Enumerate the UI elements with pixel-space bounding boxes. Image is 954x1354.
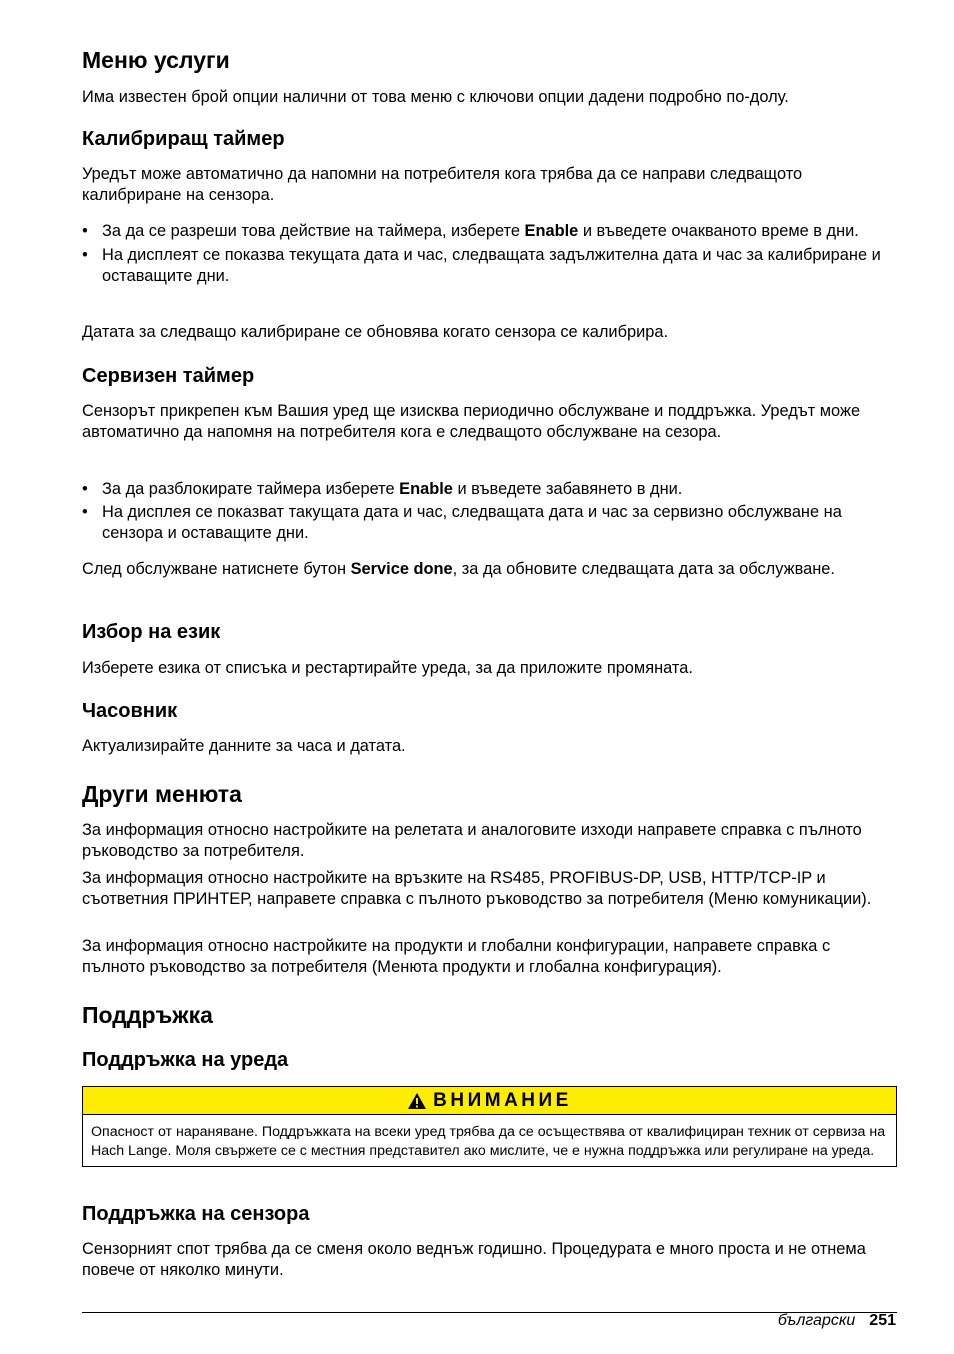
service-timer-list — [82, 479, 897, 544]
calibration-timer-text: Уредът може автоматично да напомни на потребителя кога трябва да се направи следващото калибриране на сензора. — [82, 165, 803, 204]
service-menu-intro: Има известен брой опции налични от това меню с ключови опции дадени подробно по-долу. — [82, 88, 789, 106]
list-item: • На дисплеят се показва текущата дата и час, следващата задължителна дата и час за калибриране и оставащите дни. — [82, 245, 897, 287]
language-text: Изберете езика от списъка и рестартирайте уреда, за да приложите промяната. — [82, 659, 693, 677]
list-item: • За да се разреши това действие на таймера, изберете Enable и въведете очакваното време в дни. — [82, 221, 897, 242]
heading-service-timer: Сервизен таймер — [82, 365, 255, 387]
heading-clock: Часовник — [82, 700, 178, 722]
service-timer-text: Сензорът прикрепен към Вашия уред ще изисква периодично обслужване и поддръжка. Уредът може автоматично да напомня на потребителя кога е следващото обслужване на сезора. — [82, 402, 861, 441]
other-menus-text-1: За информация относно настройките на релетата и аналоговите изходи направете справка с пълното ръководство за потребителя. — [82, 821, 862, 860]
warning-box — [82, 1086, 897, 1167]
warning-triangle-icon — [407, 1092, 427, 1110]
other-menus-text-3: За информация относно настройките на продукти и глобални конфигурации, направете справка с пълното ръководство за потребителя (Менюта продукти и глобална конфигурация). — [82, 937, 831, 976]
list-item: • На дисплея се показват такущата дата и час, следващата дата и час за сервизно обслужване на сензора и оставащите дни. — [82, 502, 897, 544]
warning-text: Опасност от нараняване. Поддръжката на всеки уред трябва да се осъществява от квалифициран техник от сервиза на Hach Lange. Моля свържете се с местния представител ако мислите, че е нужна поддръжка или регулиране на уреда. — [91, 1124, 886, 1159]
page-number: 251 — [869, 1312, 896, 1329]
heading-calibration-timer: Калибриращ таймер — [82, 128, 285, 150]
heading-maintenance: Поддръжка — [82, 1002, 213, 1028]
heading-instrument-maintenance: Поддръжка на уреда — [82, 1049, 289, 1071]
calibration-timer-list — [82, 221, 897, 287]
clock-text: Актуализирайте данните за часа и датата. — [82, 737, 406, 755]
calibration-timer-note: Датата за следващо калибриране се обновява когато сензора се калибрира. — [82, 323, 669, 341]
sensor-maintenance-text: Сензорният спот трябва да се сменя около веднъж годишно. Процедурата е много проста и не отнема повече от няколко минути. — [82, 1240, 866, 1279]
heading-service-menu: Меню услуги — [82, 47, 230, 73]
page-footer — [778, 1311, 896, 1331]
footer-divider — [82, 1312, 897, 1313]
footer-language: български — [777, 1312, 856, 1329]
warning-header — [83, 1087, 896, 1115]
list-item: • За да разблокирате таймера изберете Enable и въведете забавянето в дни. — [82, 479, 897, 500]
other-menus-text-2: За информация относно настройките на връзките на RS485, PROFIBUS-DP, USB, HTTP/TCP-IP и съответния ПРИНТЕР, направете справка с пълното ръководство за потребителя (Меню комуникации). — [82, 869, 872, 908]
heading-sensor-maintenance: Поддръжка на сензора — [82, 1203, 310, 1225]
service-timer-note: След обслужване натиснете бутон Service done, за да обновите следващата дата за обслужване. — [82, 560, 835, 578]
warning-label: ВНИМАНИЕ — [433, 1089, 572, 1111]
heading-other-menus: Други менюта — [82, 781, 242, 807]
heading-language: Избор на език — [82, 621, 221, 643]
